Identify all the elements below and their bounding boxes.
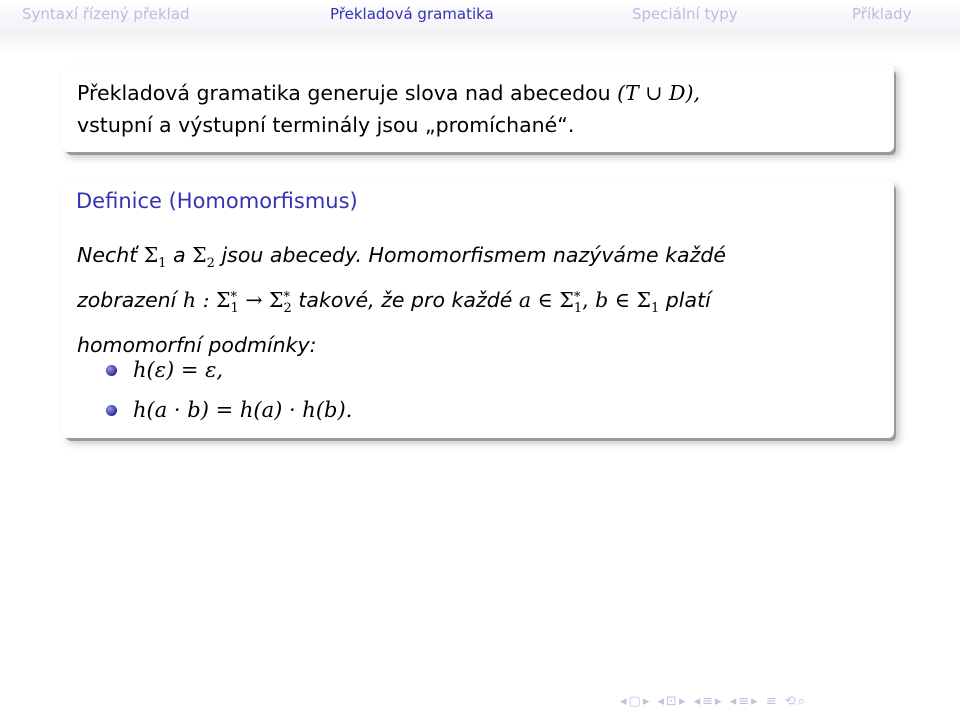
definition-title: Definice (Homomorfismus)	[76, 189, 358, 213]
definition-block	[62, 180, 894, 438]
sigma-symbol: Σ	[192, 243, 207, 267]
next-subsection-icon[interactable]: ▸	[678, 694, 688, 709]
definition-line-3: homomorfní podmínky:	[77, 333, 317, 358]
bullet-icon	[106, 365, 117, 376]
nav-item-special-types[interactable]: Speciální typy	[632, 5, 738, 23]
back-icon[interactable]: ⟲	[784, 694, 798, 709]
text-span: zobrazení	[77, 288, 183, 313]
math-h: h :	[182, 288, 217, 313]
frame-icon[interactable]: ▢	[628, 694, 643, 709]
sigma-symbol: Σ	[636, 288, 651, 313]
nav-item-examples[interactable]: Příklady	[852, 5, 912, 23]
subscript: 1	[573, 301, 583, 317]
text-span: Nechť	[77, 243, 144, 267]
text-span: platí	[659, 288, 711, 313]
sigma-symbol: Σ	[269, 288, 284, 313]
in-symbol: ∈	[531, 288, 560, 313]
next-frame-icon[interactable]: ▸	[642, 694, 652, 709]
superscript-star: *	[230, 290, 238, 306]
text-span: a	[166, 243, 193, 267]
beamer-navigation	[620, 694, 807, 709]
subscript: 1	[230, 301, 239, 317]
text-span: takové, že pro každé	[291, 288, 519, 313]
intro-line-2: vstupní a výstupní terminály jsou „promíchané“.	[77, 113, 575, 137]
intro-line-1	[77, 77, 700, 109]
in-symbol: ∈	[608, 288, 637, 313]
superscript-star: *	[573, 290, 581, 306]
intro-line-1-math: (T ∪ D),	[617, 81, 701, 105]
math-var-a: a	[518, 288, 532, 313]
part-icon[interactable]: ≡	[738, 694, 752, 709]
sigma-symbol: Σ	[559, 288, 574, 313]
definition-body	[77, 237, 726, 364]
navbar-shadow	[0, 30, 960, 54]
condition-1: h(ε) = ε,	[133, 358, 224, 382]
supsub	[283, 290, 292, 317]
condition-2: h(a · b) = h(a) · h(b).	[133, 398, 353, 422]
subscript: 1	[651, 301, 660, 317]
intro-text	[77, 77, 700, 141]
subscript: 1	[158, 256, 167, 272]
sigma-symbol: Σ	[143, 243, 159, 267]
prev-part-icon[interactable]: ◂	[729, 694, 739, 709]
superscript-star: *	[283, 290, 291, 306]
text-span: jsou abecedy. Homomorfismem nazýváme každé	[214, 243, 726, 267]
math-var-b: b	[595, 288, 609, 313]
next-part-icon[interactable]: ▸	[751, 694, 760, 709]
nav-item-syntax-directed-translation[interactable]: Syntaxí řízený překlad	[22, 5, 190, 23]
arrow-symbol: →	[238, 288, 270, 313]
document-icon[interactable]: ≡	[765, 694, 779, 709]
prev-section-icon[interactable]: ◂	[693, 694, 703, 709]
definition-line-1	[77, 237, 726, 282]
subsection-icon[interactable]: ⊡	[666, 694, 679, 709]
intro-block	[62, 65, 894, 152]
navbar	[0, 0, 960, 30]
supsub	[230, 290, 239, 317]
subscript: 2	[206, 256, 215, 272]
supsub	[573, 290, 583, 317]
prev-frame-icon[interactable]: ◂	[620, 694, 629, 709]
bullet-icon	[106, 405, 117, 416]
nav-item-translation-grammar[interactable]: Překladová gramatika	[330, 5, 494, 23]
comma: ,	[582, 288, 596, 313]
search-icon[interactable]: ⌕	[797, 694, 808, 709]
subscript: 2	[283, 301, 292, 317]
sigma-symbol: Σ	[216, 288, 231, 313]
section-icon[interactable]: ≡	[702, 694, 716, 709]
intro-line-1-text: Překladová gramatika generuje slova nad abecedou	[77, 81, 618, 105]
definition-line-2	[77, 282, 726, 327]
next-section-icon[interactable]: ▸	[715, 694, 724, 709]
prev-subsection-icon[interactable]: ◂	[657, 694, 667, 709]
